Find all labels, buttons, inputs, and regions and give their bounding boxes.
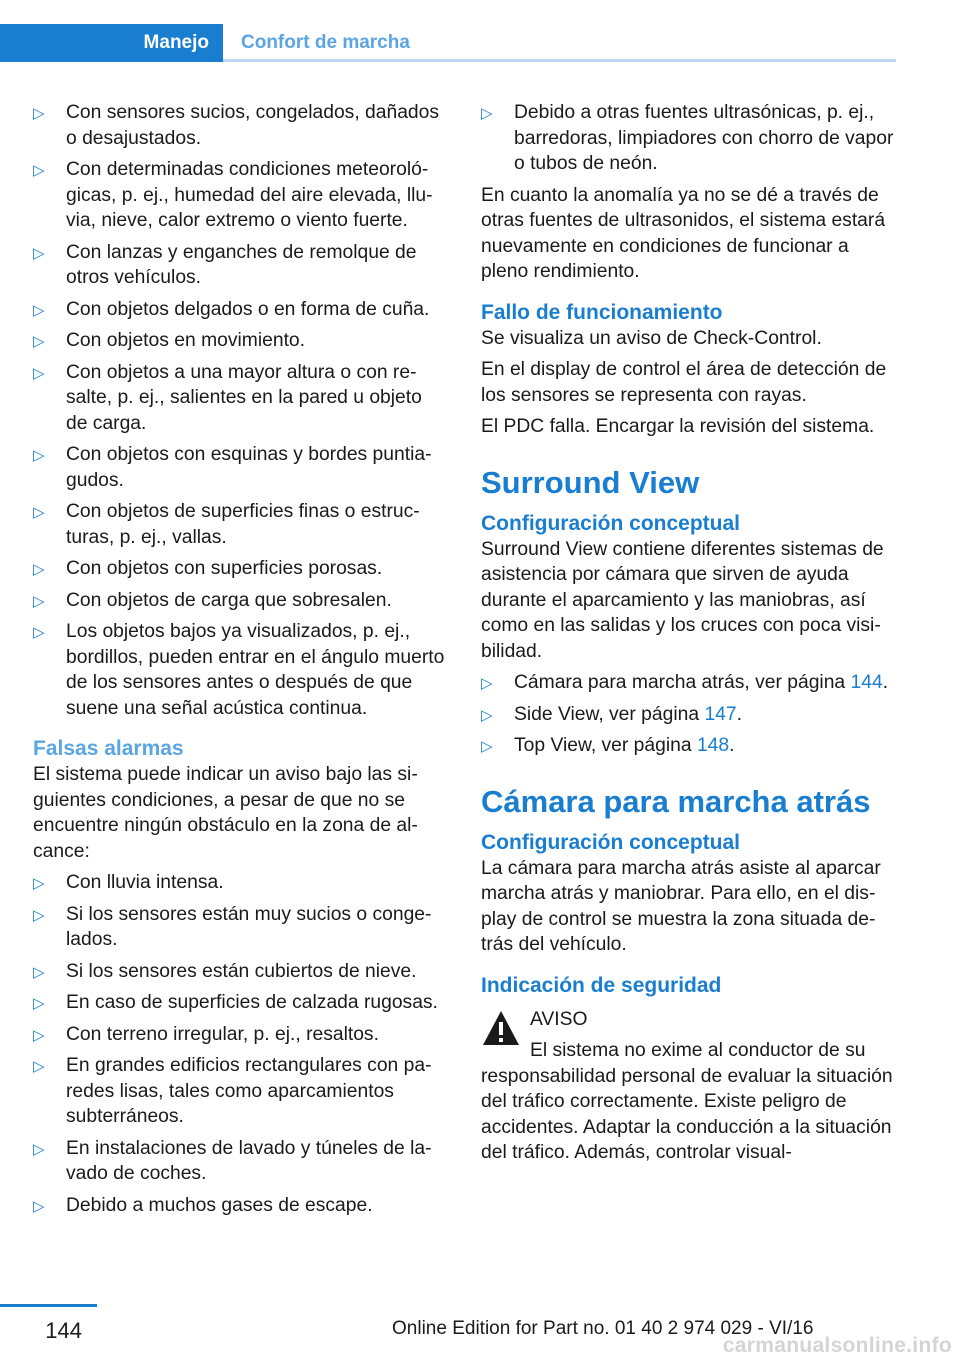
- page-number: 144: [45, 1318, 82, 1343]
- list-item: ▷ Side View, ver página 147.: [481, 702, 897, 728]
- warning-body: responsabilidad personal de evaluar la situación del tráfico correctamente. Existe peligro de accidentes. Adaptar la conducción a la situación del tráfico. Además, controlar visual-: [481, 1065, 893, 1163]
- surround-systems-list: [481, 670, 897, 759]
- rear-camera-paragraph: La cámara para marcha atrás asiste al aparcar marcha atrás y maniobrar. Para ello, en el display de control se muestra la zona situada detrás del vehículo.: [481, 857, 881, 955]
- triangle-right-icon: ▷: [33, 906, 45, 924]
- ultrasonic-list: [481, 100, 897, 177]
- left-column: [33, 100, 447, 1224]
- list-item: ▷ Con objetos delgados o en forma de cuña.: [33, 297, 447, 323]
- page-reference-link[interactable]: 147: [704, 703, 737, 725]
- page-reference-link[interactable]: 144: [850, 672, 883, 693]
- triangle-right-icon: ▷: [33, 364, 45, 382]
- surround-view-title: Surround View: [481, 464, 700, 500]
- triangle-right-icon: ▷: [481, 105, 493, 122]
- triangle-right-icon: ▷: [33, 875, 45, 892]
- triangle-right-icon: ▷: [33, 624, 45, 641]
- header-rule: [223, 59, 896, 62]
- list-item: ▷ Con terreno irregular, p. ej., resaltos.: [33, 1022, 447, 1048]
- falsas-alarmas-heading: Falsas alarmas: [33, 737, 184, 760]
- header-bar: [0, 24, 896, 62]
- triangle-right-icon: ▷: [481, 706, 493, 724]
- triangle-right-icon: ▷: [33, 1197, 45, 1215]
- triangle-right-icon: ▷: [33, 1026, 45, 1044]
- surround-paragraph: Surround View contiene diferentes sistemas de asistencia por cámara que sirven de ayuda durante el aparcamiento y las maniobras, así como en las salidas y los cruces con poca visibilidad.: [481, 538, 884, 662]
- triangle-right-icon: ▷: [33, 504, 45, 521]
- list-item: ▷ En grandes edificios rectangulares con paredes lisas, tales como aparcamientos subterráneos.: [33, 1055, 432, 1127]
- limits-list: [33, 100, 447, 721]
- right-column: [481, 100, 897, 1166]
- section-title: Confort de marcha: [241, 32, 410, 53]
- list-item: ▷ Con objetos de superficies finas o estructuras, p. ej., vallas.: [33, 501, 420, 548]
- list-item: ▷ Con objetos en movimiento.: [33, 328, 447, 354]
- page-reference-link[interactable]: 148: [696, 735, 730, 756]
- warning-label: AVISO: [530, 1008, 588, 1030]
- list-item: ▷ Con objetos a una mayor altura o con resalte, p. ej., salientes en la pared u objeto de carga.: [33, 361, 422, 434]
- watermark: carmanualsonline.info: [722, 1334, 952, 1357]
- list-item: ▷ Con objetos con esquinas y bordes puntiagudos.: [33, 444, 432, 491]
- triangle-right-icon: ▷: [481, 738, 493, 755]
- rear-camera-config-heading: Configuración conceptual: [481, 830, 741, 854]
- fallo-paragraph-3: El PDC falla. Encargar la revisión del sistema.: [481, 416, 875, 437]
- list-item: ▷ Con objetos de carga que sobresalen.: [33, 588, 447, 614]
- list-item: ▷ Con objetos con superficies porosas.: [33, 556, 447, 582]
- list-item: ▷ Con lanzas y enganches de remolque de otros vehículos.: [33, 241, 417, 288]
- list-item: ▷ Los objetos bajos ya visualizados, p. ej., bordillos, pueden entrar en el ángulo muerto de los sensores antes o después de que suene una señal acústica continua.: [33, 621, 445, 719]
- triangle-right-icon: ▷: [33, 244, 45, 262]
- triangle-right-icon: ▷: [33, 561, 45, 578]
- edition-text: Online Edition for Part no. 01 40 2 974 029 - VI/16: [392, 1318, 814, 1339]
- fallo-heading: Fallo de funcionamiento: [481, 300, 723, 324]
- falsas-alarmas-intro: El sistema puede indicar un aviso bajo las siguientes condiciones, a pesar de que no se encuentre ningún obstáculo en la zona de alcance:: [33, 764, 418, 862]
- list-item: ▷ Debido a muchos gases de escape.: [33, 1193, 447, 1219]
- triangle-right-icon: ▷: [33, 1058, 45, 1075]
- chapter-title: Manejo: [143, 32, 209, 53]
- list-item: ▷ Si los sensores están cubiertos de nieve.: [33, 959, 447, 985]
- seguridad-heading: Indicación de seguridad: [481, 973, 722, 997]
- list-item: ▷ Top View, ver página 148.: [481, 733, 897, 759]
- warning-first-line: El sistema no exime al conductor de su: [530, 1040, 866, 1061]
- warning-triangle-icon: [481, 1009, 521, 1049]
- list-item: ▷ Con lluvia intensa.: [33, 870, 447, 896]
- anomaly-paragraph: En cuanto la anomalía ya no se dé a través de otras fuentes de ultrasonidos, el sistema estará nuevamente en condiciones de funcionar a pleno rendimiento.: [481, 184, 886, 282]
- triangle-right-icon: ▷: [33, 333, 45, 350]
- false-alarms-list: [33, 870, 447, 1218]
- list-item: ▷ En instalaciones de lavado y túneles de lavado de coches.: [33, 1137, 432, 1184]
- triangle-right-icon: ▷: [33, 1140, 45, 1158]
- fallo-paragraph-2: En el display de control el área de detección de los sensores se representa con rayas.: [481, 359, 887, 406]
- fallo-paragraph-1: Se visualiza un aviso de Check-Control.: [481, 327, 822, 349]
- triangle-right-icon: ▷: [33, 963, 45, 981]
- surround-config-heading: Configuración conceptual: [481, 511, 741, 535]
- list-item: ▷ Debido a otras fuentes ultrasónicas, p. ej., barredoras, limpiadores con chorro de vapor o tubos de neón.: [481, 102, 894, 174]
- triangle-right-icon: ▷: [481, 675, 493, 692]
- list-item: ▷ Cámara para marcha atrás, ver página 144.: [481, 670, 897, 696]
- triangle-right-icon: ▷: [33, 995, 45, 1012]
- triangle-right-icon: ▷: [33, 162, 45, 179]
- list-item: ▷ Si los sensores están muy sucios o congelados.: [33, 903, 432, 950]
- triangle-right-icon: ▷: [33, 301, 45, 319]
- list-item: ▷ Con determinadas condiciones meteorológicas, p. ej., humedad del aire elevada, lluvia, nieve, calor extremo o viento fuerte.: [33, 159, 433, 231]
- triangle-right-icon: ▷: [33, 105, 45, 122]
- triangle-right-icon: ▷: [33, 447, 45, 464]
- list-item: ▷ En caso de superficies de calzada rugosas.: [33, 990, 447, 1016]
- list-item: ▷ Con sensores sucios, congelados, dañados o desajustados.: [33, 102, 440, 149]
- triangle-right-icon: ▷: [33, 592, 45, 610]
- rear-camera-title: Cámara para marcha atrás: [481, 783, 871, 819]
- footer-rule: [0, 1304, 97, 1307]
- warning-notice: [481, 1007, 897, 1166]
